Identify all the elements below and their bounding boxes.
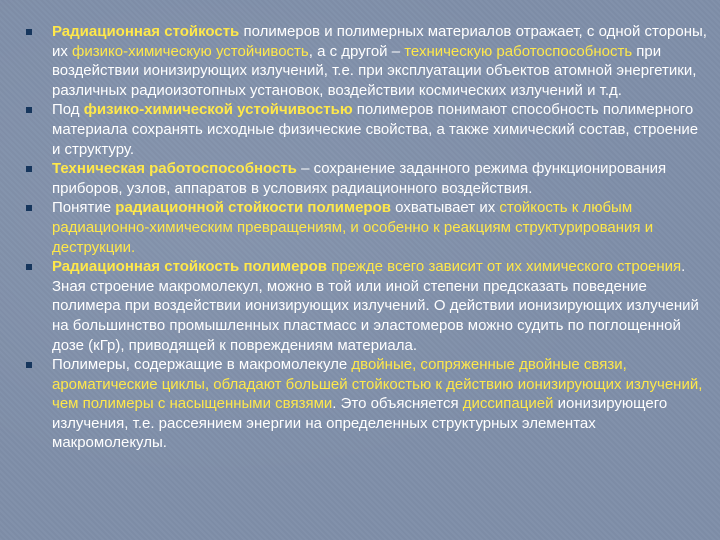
- square-bullet-icon: [26, 29, 32, 35]
- square-bullet-icon: [26, 264, 32, 270]
- text-segment: полимеров и полимерных материалов отражает, с одной стороны, их: [52, 23, 707, 60]
- bullet-list: [18, 22, 708, 453]
- text-segment: – сохранение заданного режима функционирования приборов, узлов, аппаратов в условиях радиационного воздействия.: [52, 160, 667, 197]
- bullet-item: [18, 159, 708, 198]
- bullet-item: [18, 198, 708, 257]
- text-segment: прежде всего зависит от их химического строения: [327, 258, 682, 276]
- square-bullet-icon: [26, 107, 32, 113]
- text-segment: полимеров понимают способность полимерного материала сохранять исходные физические свойства, а также химический состав, строение и структуру.: [52, 101, 699, 158]
- text-segment: . Зная строение макромолекул, можно в той или иной степени предсказать поведение полимера при воздействии ионизирующих излучений. О действии ионизирующих излучений на большинство промышленных пластмасс и эластомеров можно судить по поглощенной дозе (кГр), приводящей к повреждениям материала.: [52, 258, 699, 354]
- bullet-item: [18, 355, 708, 453]
- text-segment: . Это объясняется: [332, 395, 463, 413]
- text-segment: , а с другой –: [308, 42, 405, 60]
- text-segment: Полимеры, содержащие в макромолекуле: [52, 356, 352, 374]
- square-bullet-icon: [26, 166, 32, 172]
- text-segment: охватывает их: [390, 199, 500, 217]
- text-segment: Под: [52, 101, 84, 119]
- bullet-item: [18, 257, 708, 355]
- text-segment: техническую работоспособность: [404, 42, 633, 60]
- text-segment: Радиационная стойкость полимеров: [52, 258, 328, 276]
- text-segment: при воздействии ионизирующих излучений, т.е. при эксплуатации объектов атомной энергетики, различных радиоизотопных установок, воздействии космических излучений и т.д.: [52, 42, 697, 99]
- text-segment: радиационной стойкости полимеров: [115, 199, 391, 217]
- text-segment: Техническая работоспособность: [52, 160, 297, 178]
- text-segment: физико-химической устойчивостью: [83, 101, 353, 119]
- square-bullet-icon: [26, 205, 32, 211]
- text-segment: Понятие: [52, 199, 116, 217]
- text-segment: стойкость к любым радиационно-химическим превращениям, и особенно к реакциям структурирования и деструкции.: [52, 199, 654, 256]
- square-bullet-icon: [26, 362, 32, 368]
- bullet-item: [18, 100, 708, 159]
- bullet-item: [18, 22, 708, 100]
- text-segment: физико-химическую устойчивость: [72, 42, 309, 60]
- text-segment: двойные, сопряженные двойные связи, ароматические циклы, обладают большей стойкостью к действию ионизирующих излучений, чем полимеры с насыщенными связями: [52, 356, 703, 413]
- text-segment: диссипацией: [462, 395, 554, 413]
- text-segment: ионизирующего излучения, т.е. рассеянием энергии на определенных структурных элементах макромолекулы.: [52, 395, 668, 452]
- text-segment: Радиационная стойкость: [52, 23, 240, 40]
